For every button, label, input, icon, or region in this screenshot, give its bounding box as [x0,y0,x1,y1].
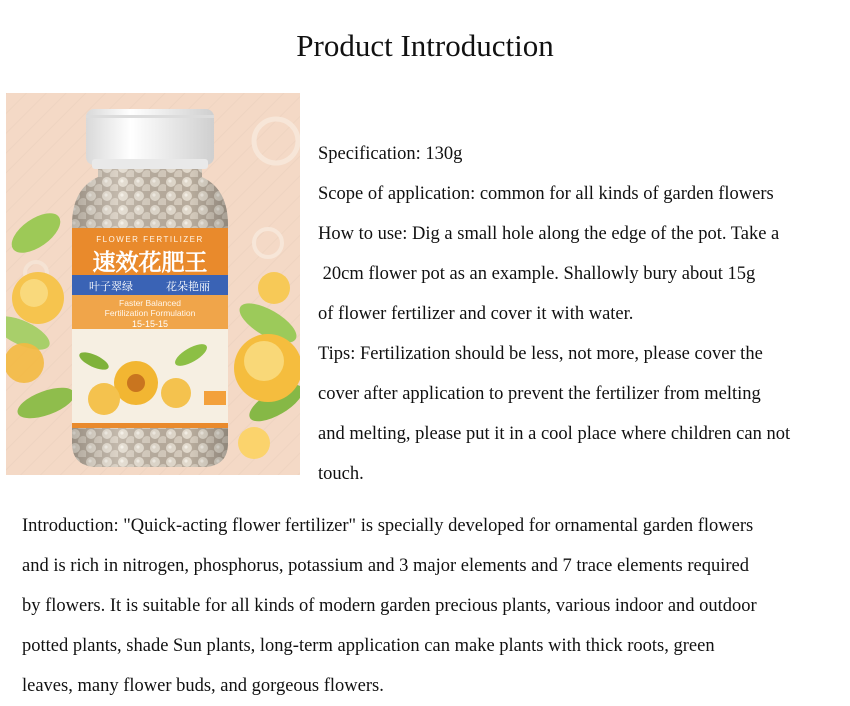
spec-line: How to use: Dig a small hole along the edge of the pot. Take a [318,224,780,244]
label-english-line-2: Fertilization Formulation [104,308,196,318]
product-photo [6,93,300,475]
spec-line: touch. [318,464,364,484]
label-banner-text: FLOWER FERTILIZER [96,235,204,244]
intro-line: and is rich in nitrogen, phosphorus, potassium and 3 major elements and 7 trace elements required [22,556,749,576]
label-main-text: 速效花肥王 [92,250,208,276]
spec-line: Tips: Fertilization should be less, not more, please cover the [318,344,763,364]
spec-line: Specification: 130g [318,144,463,164]
bottle-cap [86,109,214,169]
intro-line: potted plants, shade Sun plants, long-term application can make plants with thick roots, green [22,636,715,656]
fertilizer-bottle-illustration [6,93,300,475]
introduction-paragraph [22,506,844,706]
spec-line: cover after application to prevent the fertilizer from melting [318,384,761,404]
label-sub-right-text: 花朵艳丽 [166,280,210,293]
label-english-line-1: Faster Balanced [119,298,181,308]
label-sub-left-text: 叶子翠绿 [89,280,133,293]
spec-line: of flower fertilizer and cover it with water. [318,304,634,324]
spec-line: Scope of application: common for all kinds of garden flowers [318,184,774,204]
intro-line: by flowers. It is suitable for all kinds of modern garden precious plants, various indoor and outdoor [22,596,757,616]
spec-line: and melting, please put it in a cool place where children can not [318,424,791,444]
spec-line: 20cm flower pot as an example. Shallowly bury about 15g [318,264,756,284]
intro-line: leaves, many flower buds, and gorgeous flowers. [22,676,384,696]
label-npk-text: 15-15-15 [131,319,169,329]
specification-list [318,134,848,494]
intro-line: Introduction: "Quick-acting flower fertilizer" is specially developed for ornamental garden flowers [22,516,754,536]
page-title: Product Introduction [296,28,554,63]
